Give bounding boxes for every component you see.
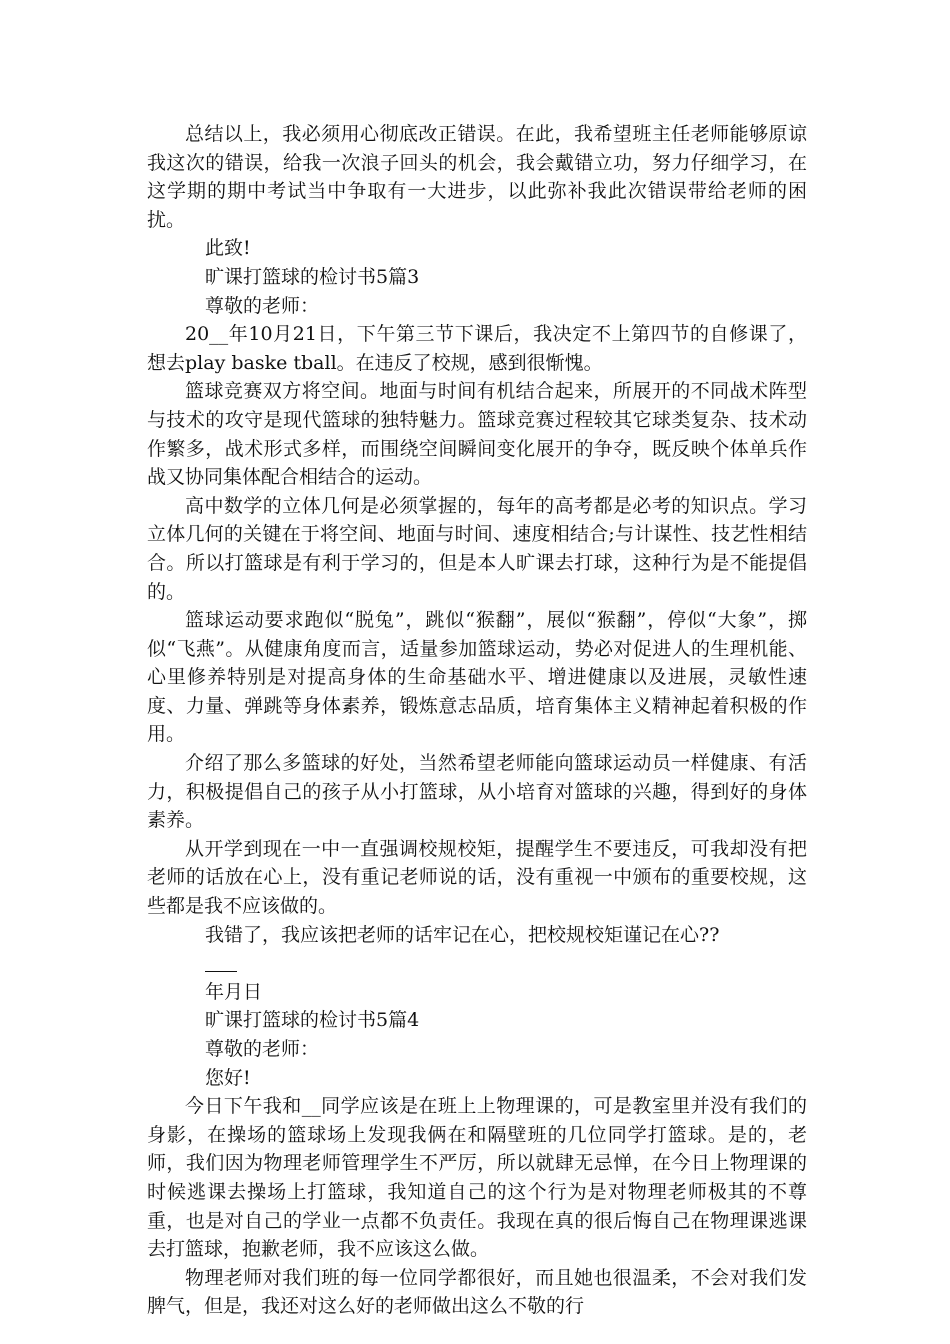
signature-underline [205,971,237,972]
paragraph-date: 20__年10月21日，下午第三节下课后，我决定不上第四节的自修课了，想去play baske tball。在违反了校规，感到很惭愧。 [147,323,807,374]
paragraph-basketball-health: 篮球运动要求跑似“脱兔”，跳似“猴翻”，展似“猴翻”，停似“大象”，掷似“飞燕”。从健康角度而言，适量参加篮球运动，势必对促进人的生理机能、心里修养特别是对提高身体的生命基础水平、增进健康以及进展，灵敏性速度、力量、弹跳等身体素养，锻炼意志品质，培育集体主义精神起着积极的作用。 [147,609,807,746]
section-title-4: 旷课打篮球的检讨书5篇4 [205,1009,420,1032]
signature-blank-line [147,949,807,978]
document-page [147,120,807,1321]
paragraph-benefits: 介绍了那么多篮球的好处，当然希望老师能向篮球运动员一样健康、有活力，积极提倡自己的孩子从小打篮球，从小培育对篮球的兴趣，得到好的身体素养。 [147,752,807,832]
paragraph-summary: 总结以上，我必须用心彻底改正错误。在此，我希望班主任老师能够原谅我这次的错误，给我一次浪子回头的机会，我会戴错立功，努力仔细学习，在这学期的期中考试当中争取有一大进步，以此弥补我此次错误带给老师的困扰。 [147,123,807,231]
greeting-3: 尊敬的老师： [205,294,320,317]
hello-line: 您好! [205,1066,251,1089]
date-placeholder: 年月日 [205,980,263,1003]
section-title-3: 旷课打篮球的检讨书5篇3 [205,265,420,288]
paragraph-basketball-competition: 篮球竞赛双方将空间。地面与时间有机结合起来，所展开的不同战术阵型与技术的攻守是现代篮球的独特魅力。篮球竞赛过程较其它球类复杂、技术动作繁多，战术形式多样，而围绕空间瞬间变化展开的争夺，既反映个体单兵作战又协同集体配合相结合的运动。 [147,380,807,489]
paragraph-school-rules: 从开学到现在一中一直强调校规校矩，提醒学生不要违反，可我却没有把老师的话放在心上，没有重记老师说的话，没有重视一中颁布的重要校规，这些都是我不应该做的。 [147,837,807,918]
paragraph-skipped-class: 今日下午我和__同学应该是在班上上物理课的，可是教室里并没有我们的身影，在操场的篮球场上发现我俩在和隔壁班的几位同学打篮球。是的，老师，我们因为物理老师管理学生不严厉，所以就肆无忌惮，在今日上物理课的时候逃课去操场上打篮球，我知道自己的这个行为是对物理老师极其的不尊重，也是对自己的学业一点都不负责任。我现在真的很后悔自己在物理课逃课去打篮球，抱歉老师，我不应该这么做。 [147,1095,807,1261]
closing-salutation: 此致! [205,237,251,260]
paragraph-physics-teacher: 物理老师对我们班的每一位同学都很好，而且她也很温柔，不会对我们发脾气，但是，我还对这么好的老师做出这么不敬的行 [147,1266,807,1318]
paragraph-apology: 我错了，我应该把老师的话牢记在心，把校规校矩谨记在心?? [205,923,720,946]
greeting-4: 尊敬的老师： [205,1038,320,1060]
paragraph-geometry: 高中数学的立体几何是必须掌握的，每年的高考都是必考的知识点。学习立体几何的关键在于将空间、地面与时间、速度相结合;与计谋性、技艺性相结合。所以打篮球是有利于学习的，但是本人旷课去打球，这种行为是不能提倡的。 [147,494,807,603]
